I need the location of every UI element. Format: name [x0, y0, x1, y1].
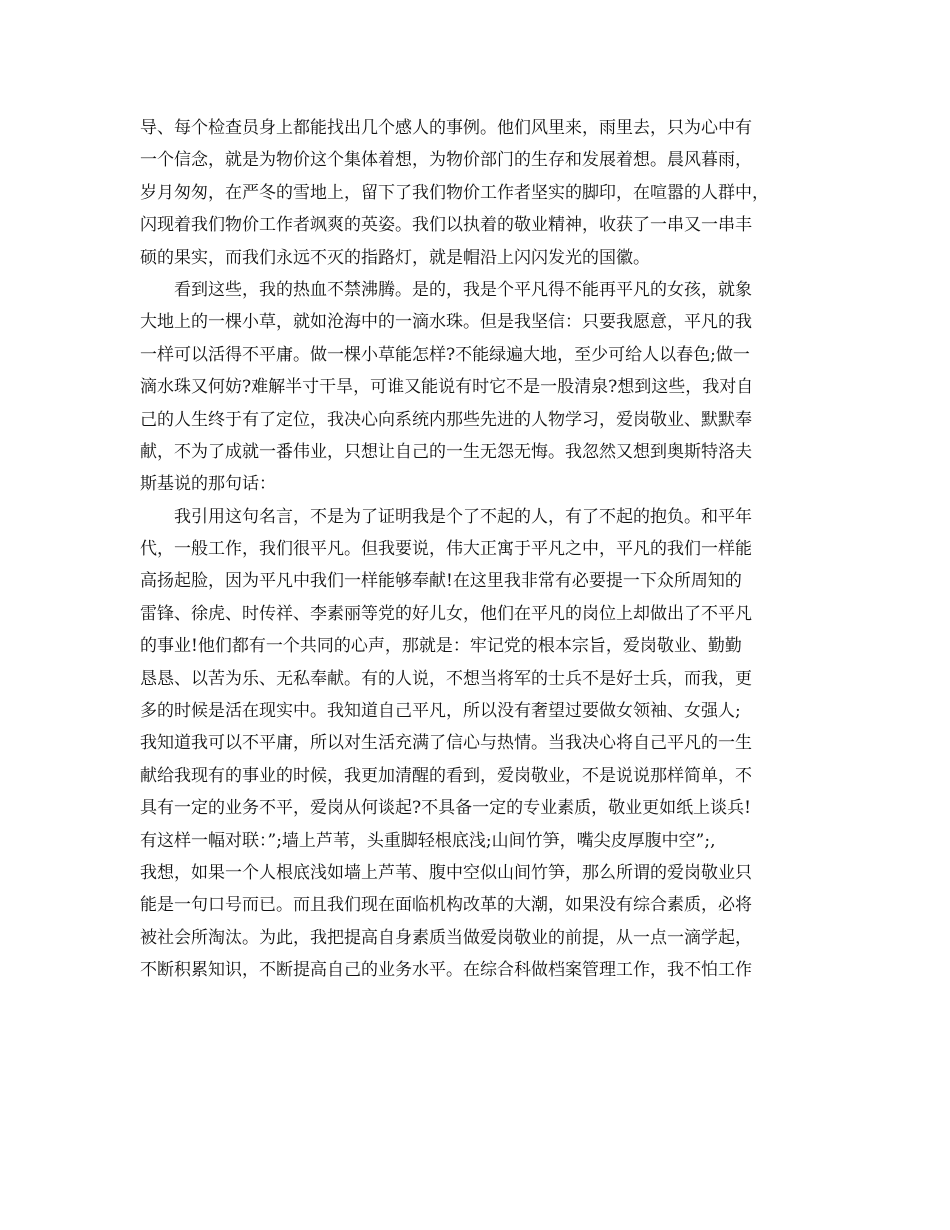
text-line: 我想，如果一个人根底浅如墙上芦苇、腹中空似山间竹笋，那么所谓的爱岗敬业只 — [140, 862, 752, 883]
text-line: 滴水珠又何妨?难解半寸干旱，可谁又能说有时它不是一股清泉?想到这些，我对自 — [140, 377, 754, 398]
text-line: 斯基说的那句话： — [140, 474, 276, 495]
text-line: 的事业!他们都有一个共同的心声，那就是：牢记党的根本宗旨，爱岗敬业、勤勤 — [140, 636, 742, 657]
text-line: 高扬起脸，因为平凡中我们一样能够奉献!在这里我非常有必要提一下众所周知的 — [140, 571, 742, 592]
text-line: 具有一定的业务不平，爱岗从何谈起?不具备一定的专业素质，敬业更如纸上谈兵! — [140, 798, 751, 819]
text-line: 献，不为了成就一番伟业，只想让自己的一生无怨无悔。我忽然又想到奥斯特洛夫 — [140, 441, 752, 462]
text-line: 己的人生终于有了定位，我决心向系统内那些先进的人物学习，爱岗敬业、默默奉 — [140, 409, 752, 430]
text-line: 恳恳、以苦为乐、无私奉献。有的人说，不想当将军的士兵不是好士兵，而我，更 — [140, 668, 752, 689]
text-line: 岁月匆匆，在严冬的雪地上，留下了我们物价工作者坚实的脚印，在喧嚣的人群中， — [140, 182, 769, 203]
text-line: 导、每个检查员身上都能找出几个感人的事例。他们风里来，雨里去，只为心中有 — [140, 118, 752, 138]
text-line: 我知道我可以不平庸，所以对生活充满了信心与热情。当我决心将自己平凡的一生 — [140, 733, 752, 754]
text-line: 硕的果实，而我们永远不灭的指路灯，就是帽沿上闪闪发光的国徽。 — [140, 247, 650, 268]
text-line: 一样可以活得不平庸。做一棵小草能怎样?不能绿遍大地，至少可给人以春色;做一 — [140, 344, 750, 365]
text-line: 代，一般工作，我们很平凡。但我要说，伟大正寓于平凡之中，平凡的我们一样能 — [140, 539, 752, 560]
text-line: 被社会所淘汰。为此，我把提高自身素质当做爱岗敬业的前提，从一点一滴学起， — [140, 927, 752, 948]
paragraph-first-line: 我引用这句名言，不是为了证明我是个了不起的人，有了不起的抱负。和平年 — [174, 506, 752, 527]
text-line: 闪现着我们物价工作者飒爽的英姿。我们以执着的敬业精神，收获了一串又一串丰 — [140, 215, 752, 236]
text-line: 献给我现有的事业的时候，我更加清醒的看到，爱岗敬业，不是说说那样简单，不 — [140, 765, 752, 786]
text-line: 一个信念，就是为物价这个集体着想，为物价部门的生存和发展着想。晨风暮雨， — [140, 150, 752, 171]
text-line: 有这样一幅对联：”;墙上芦苇，头重脚轻根底浅;山间竹笋，嘴尖皮厚腹中空”;, — [140, 830, 716, 851]
document-body — [140, 112, 820, 987]
text-line: 不断积累知识，不断提高自己的业务水平。在综合科做档案管理工作，我不怕工作 — [140, 960, 752, 981]
text-line: 能是一句口号而已。而且我们现在面临机构改革的大潮，如果没有综合素质，必将 — [140, 895, 752, 916]
paragraph-first-line: 看到这些，我的热血不禁沸腾。是的，我是个平凡得不能再平凡的女孩，就象 — [174, 279, 752, 300]
text-line: 大地上的一棵小草，就如沧海中的一滴水珠。但是我坚信：只要我愿意，平凡的我 — [140, 312, 752, 333]
text-line: 多的时候是活在现实中。我知道自己平凡，所以没有奢望过要做女领袖、女强人; — [140, 701, 741, 722]
text-line: 雷锋、徐虎、时传祥、李素丽等党的好儿女，他们在平凡的岗位上却做出了不平凡 — [140, 603, 752, 624]
